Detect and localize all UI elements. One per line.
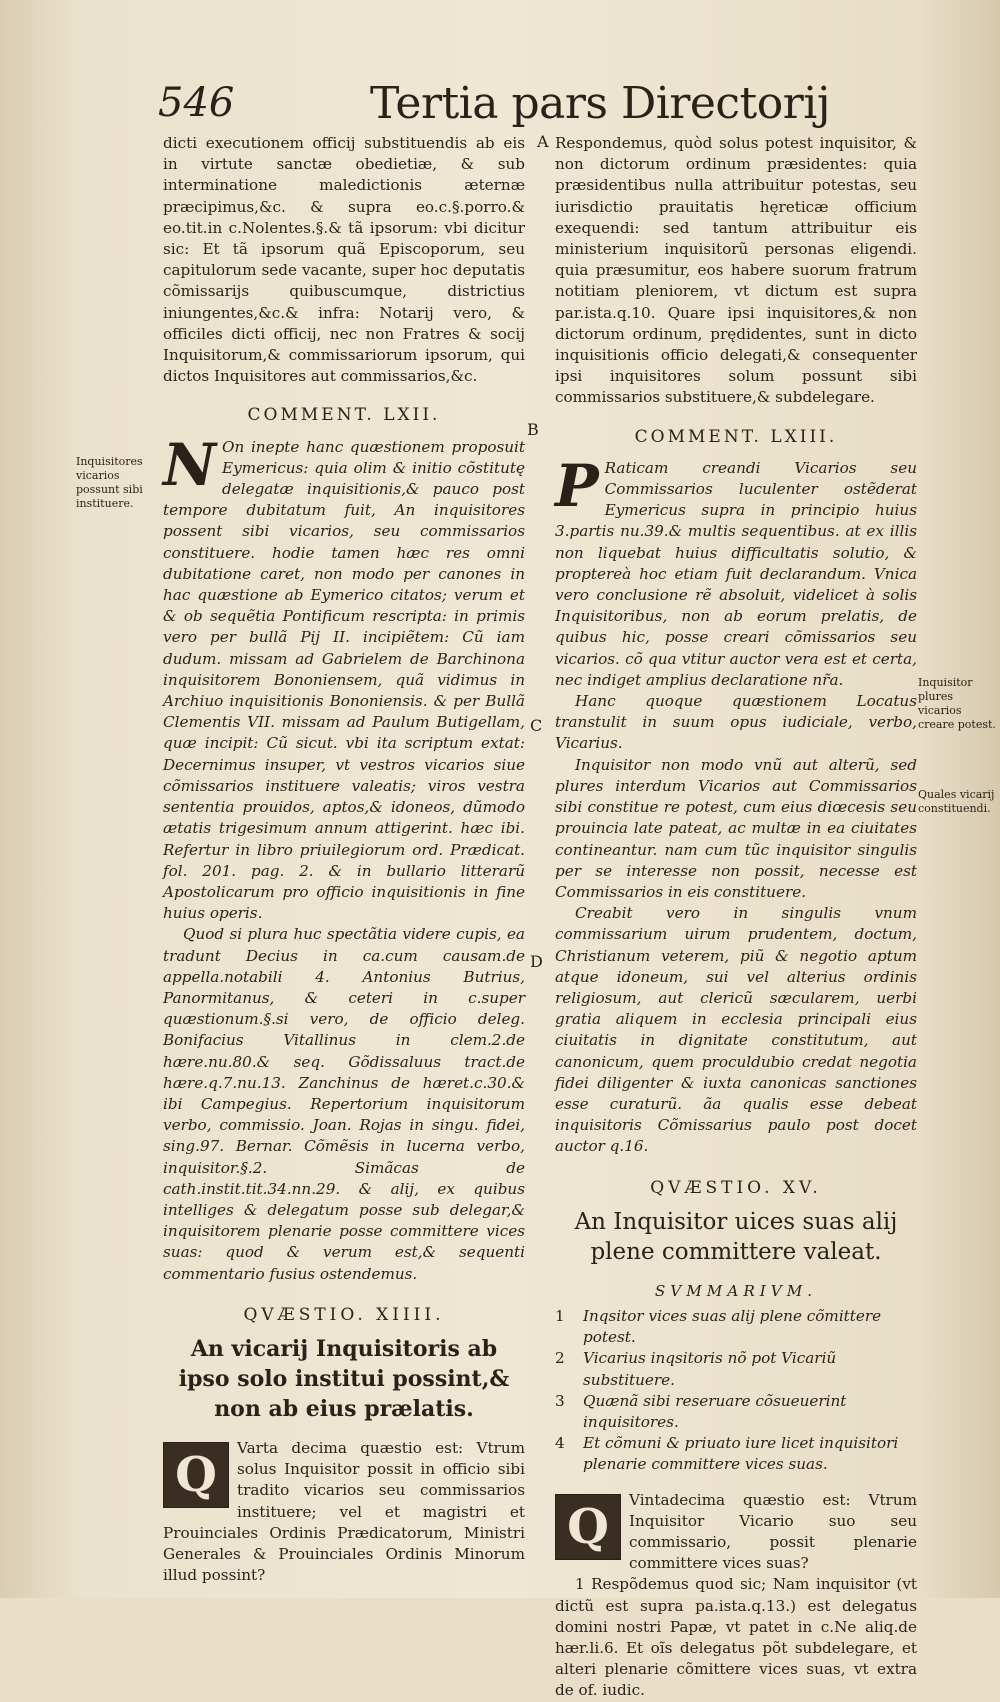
question-title-xiiii: An vicarij Inquisitoris ab ipso solo institui possint,& non ab eius prælatis. — [178, 1335, 510, 1422]
question-heading-xiiii: QVÆSTIO. XIIII. — [243, 1304, 445, 1325]
comment-lxiii-text-4: Creabit vero in singulis vnum commissarium uirum prudentem, doctum, Christianum veterem, piũ & negotio aptum atque idoneum, sui vel alterius ordinis religiosum, aut clericũ sæcularem, uerbi gratia aliquem in ecclesia principali eius ciuitatis in dignitate constitutum, aut canonicum, quem proculdubio credat negotia fidei diligenter & iuxta canonicas sanctiones esse curaturũ. ãa qualis esse debeat inquisitoris Cõmissarius paulo post docet auctor q.16. — [555, 904, 917, 1156]
comment-heading-lxii: COMMENT. LXII. — [247, 405, 441, 426]
section-marker-c: C — [530, 716, 543, 735]
margin-note-right-1: Inquisitor plures vicarios creare potest. — [918, 676, 996, 731]
margin-note-right-2: Quales vicarij constituendi. — [918, 788, 995, 815]
drop-initial-p: P — [555, 451, 599, 520]
ornamented-initial-q: Q — [555, 1494, 621, 1560]
comment-lxiii-text-3: Inquisitor non modo vnũ aut alterũ, sed plures interdum Vicarios aut Commissarios sibi constitue re potest, cum eius diœcesis seu prouincia late pateat, ac multæ in ea ciuitates contineantur. nam cum tũc inquisitor singulis per se interesse non possit, necesse est Commissarios in eis constituere. — [555, 755, 917, 901]
summary-item: 2 Vicarius inqsitoris nõ pot Vicariũ substituere. — [555, 1349, 837, 1389]
question-title-xv: An Inquisitor uices suas alij plene committere valeat. — [574, 1208, 898, 1265]
comment-lxii-paragraph — [163, 430, 525, 925]
summary-item: 3 Quænã sibi reseruare cõsueuerint inquisitores. — [555, 1391, 847, 1431]
comment-lxiii-text-2: Hanc quoque quæstionem Locatus transtulit in suum opus iudiciale, verbo, Vicarius. — [555, 692, 917, 753]
question-heading-xv: QVÆSTIO. XV. — [650, 1177, 822, 1198]
section-marker-a: A — [537, 132, 549, 151]
margin-note-left: Inquisitores vicarios possunt sibi instituere. — [76, 455, 143, 510]
question-xiiii-paragraph — [163, 1438, 525, 1586]
right-intro-text: Respondemus, quòd solus potest inquisitor, & non dictorum ordinum præsidentes: quia præsidentibus nulla attribuitur potestas, seu iurisdictio prauitatis hęreticæ officium exequendi: sed tantum attribuitur eis ministerium inquisitorũ personas eligendi. quia præsumitur, eos habere suorum fratrum notitiam pleniorem, vt dictum est supra par.ista.q.10. Quare ipsi inquisitores,& non dictorum ordinum, prędidentes, sunt in dicto inquisitionis officio delegati,& consequenter ipsi inquisitores solum possunt sibi commissarios substituere,& subdelegare. — [555, 134, 917, 407]
summary-item: 1 Inqsitor vices suas alij plene cõmittere potest. — [555, 1306, 882, 1347]
page-number: 546 — [158, 80, 235, 126]
question-xv-paragraph — [555, 1490, 917, 1575]
section-marker-b: B — [527, 420, 539, 439]
summary-list — [555, 1306, 917, 1476]
summary-item: 4 Et cõmuni & priuato iure licet inquisitori plenarie committere vices suas. — [555, 1434, 899, 1474]
comment-lxii-text: On inepte hanc quæstionem proposuit Eymericus: quia olim & initio cõstitutę delegatæ inquisitionis,& pauco post tempore dubitatum fuit, An inquisitores possent sibi vicarios, seu commissarios constituere. hodie tamen hæc res omni dubitatione caret, non modo per canones in hac quæstione ab Eymerico citatos; verum et & ob sequẽtia Pontificum rescripta: in primis vero per bullã Pij II. incipiẽtem: Cũ iam dudum. missam ad Gabrielem de Barchinona inquisitorem Bononiensem, quã vidimus in Archiuo inquisitionis Bononiensis. & per Bullã Clementis VII. missam ad Paulum Butigellam, quæ incipit: Cũ sicut. vbi ita scriptum extat: Decernimus insuper, vt vestros vicarios siue cõmissarios instituere valeatis; viros vestra sententia prouidos, aptos,& idoneos, dũmodo ætatis trigesimum annum attigerint. hæc ibi. Refertur in libro priuilegiorum ord. Prædicat. fol. 201. pag. 2. & in bullario litterarũ Apostolicarum pro officio inquisitionis in fine huius operis. — [163, 437, 525, 923]
drop-initial-n: N — [163, 430, 217, 499]
comment-lxiii-text: Raticam creandi Vicarios seu Commissarios luculenter ostẽderat Eymericus supra in principio huius 3.partis nu.39.& multis sequentibus. at ex illis non liquebat huius difficultatis solutio, & proptereà hoc etiam fuit declarandum. Vnica vero conclusione rẽ absoluit, videlicet à solis Inquisitoribus, non ab eorum prelatis, de quibus hic, posse creari cõmissarios seu vicarios. cõ qua vtitur auctor vera est et certa, nec indiget amplius declaratione nr̃a. — [555, 458, 917, 689]
right-column — [555, 133, 917, 1702]
comment-lxiii-paragraph — [555, 451, 917, 691]
ornamented-initial-q: Q — [163, 1442, 229, 1508]
running-title: Tertia pars Directorij — [370, 78, 830, 129]
left-column — [163, 133, 525, 1586]
comment-lxii-text-2: Quod si plura huc spectãtia videre cupis, ea tradunt Decius in ca.cum causam.de appella.notabili 4. Antonius Butrius, Panormitanus, & ceteri in c.super quæstionum.§.si vero, de officio deleg. Bonifacius Vitallinus in clem.2.de hære.nu.80.& seq. Gõdissaluus tract.de hære.q.7.nu.13. Zanchinus de hæret.c.30.& ibi Campegius. Repertorium inquisitorum verbo, commissio. Joan. Rojas in singu. fidei, sing.97. Bernar. Cõmẽsis in lucerna verbo, inquisitor.§.2. Simãcas de cath.instit.tit.34.nn.29. & alij, ex quibus intelliges & delegatum posse sub delegar,& inquisitorem plenarie posse committere vices suas: quod & verum est,& sequenti commentario fusius ostendemus. — [163, 925, 525, 1283]
page-header — [158, 74, 830, 134]
summary-heading: SVMMARIVM. — [654, 1281, 818, 1300]
answer-number: 1 — [575, 1575, 585, 1594]
answer-text: Respõdemus quod sic; Nam inquisitor (vt dictũ est supra pa.ista.q.13.) est delegatus domini nostri Papæ, vt patet in c.Ne aliq.de hær.li.6. Et oĩs delegatus põt subdelegare, et alteri plenarie cõmittere vices suas, vt extra de of. iudic. — [555, 1575, 918, 1700]
question-xiiii-text: Varta decima quæstio est: Vtrum solus Inquisitor possit in officio sibi tradito vicarios seu commissarios instituere; vel et magistri et Prouinciales Ordinis Prædicatorum, Ministri Generales & Prouinciales Ordinis Minorum illud possint? — [163, 1438, 525, 1585]
left-intro-text: dicti executionem officij substituendis ab eis in virtute sanctæ obedietiæ, & sub interminatione maledictionis æternæ præcipimus,&c. & supra eo.c.§.porro.& eo.tit.in c.Nolentes.§.& tã ipsorum: vbi dicitur sic: Et tã ipsorum quã Episcoporum, seu capitulorum sede vacante, super hoc deputatis cõmissarijs quibuscumque, districtius iniungentes,&c.& infra: Notarij vero, & officiles dicti officij, nec non Fratres & socij Inquisitorum,& commissariorum ipsorum, qui dictos Inquisitores aut commissarios,&c. — [163, 134, 525, 386]
answer-paragraph — [555, 1574, 917, 1701]
question-xv-text: Vintadecima quæstio est: Vtrum Inquisitor Vicario suo seu commissario, possit plenarie committere vices suas? — [629, 1490, 917, 1573]
section-marker-d: D — [530, 952, 543, 971]
comment-heading-lxiii: COMMENT. LXIII. — [634, 426, 838, 447]
